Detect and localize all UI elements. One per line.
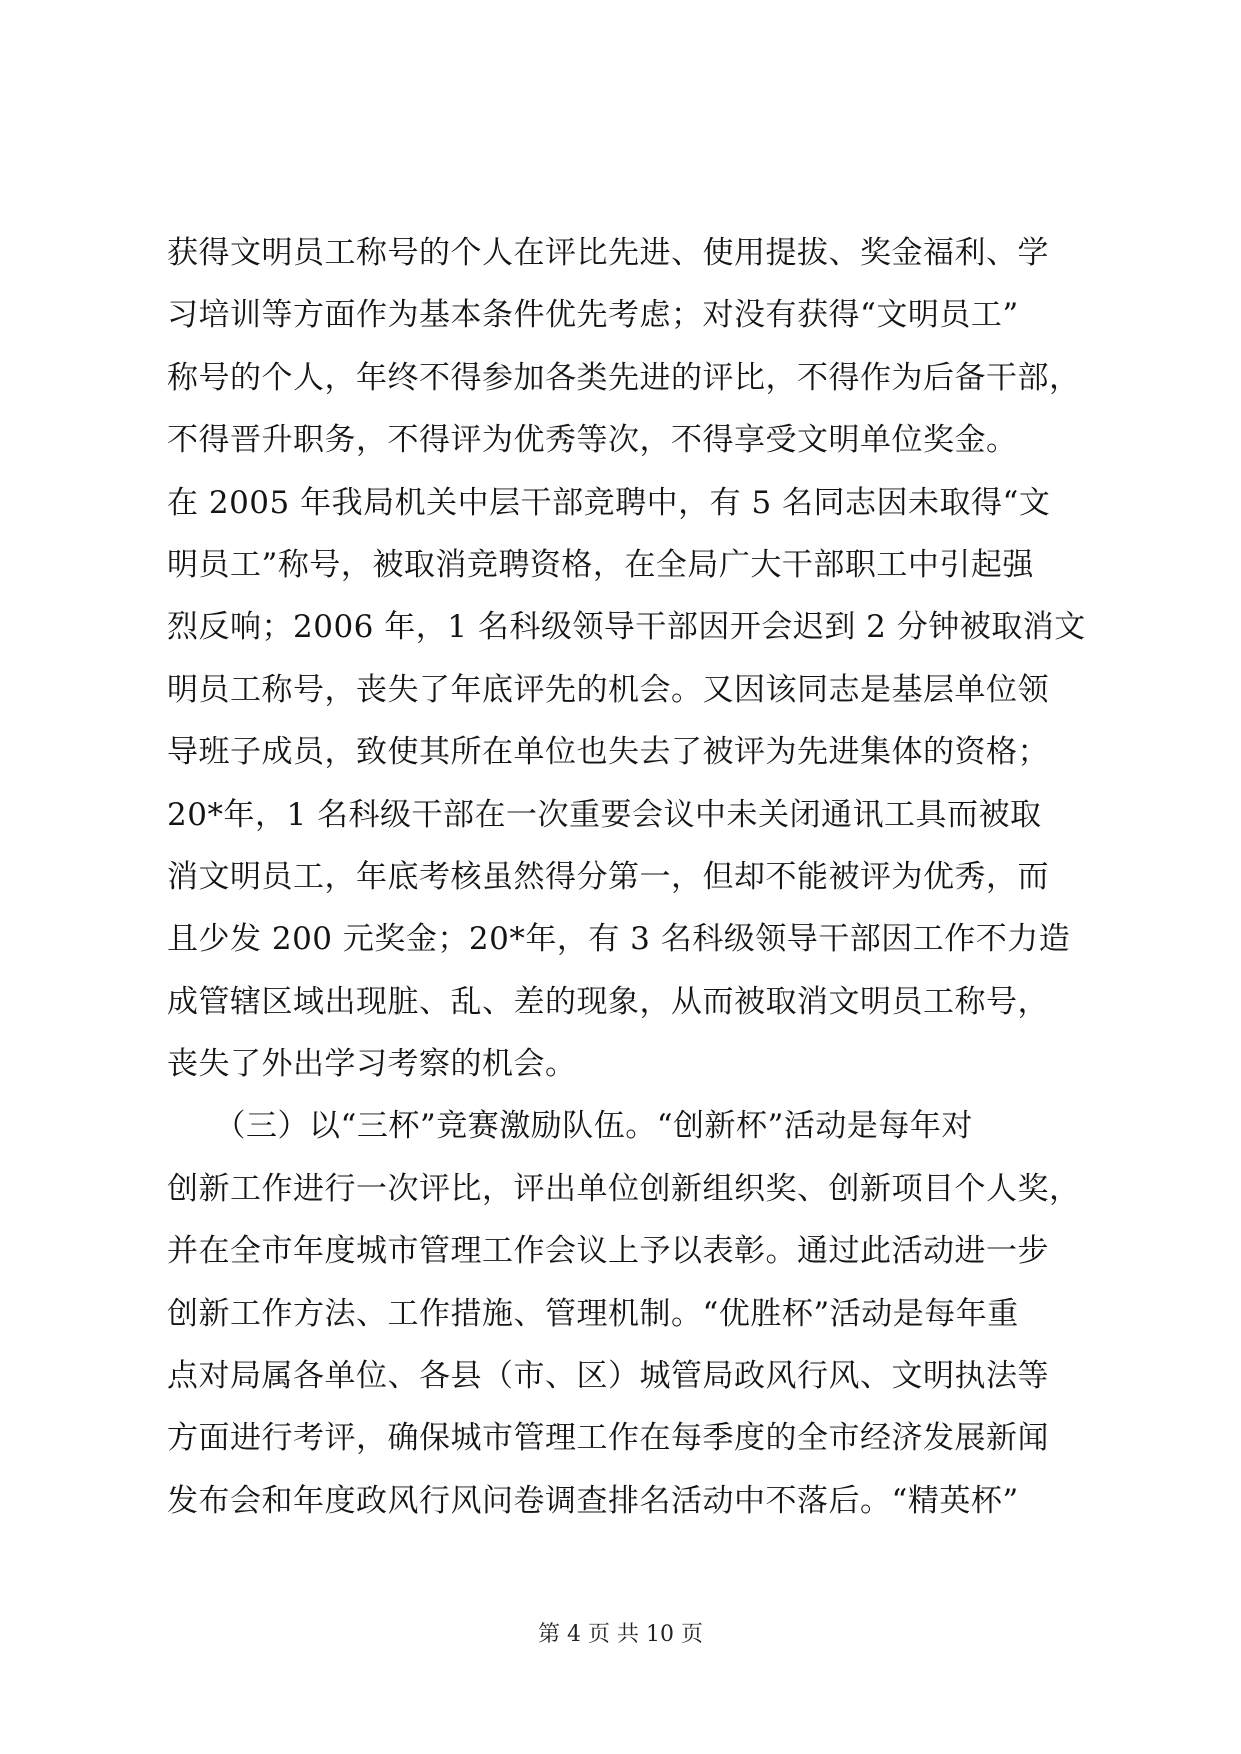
text-line: 不得晋升职务，不得评为优秀等次，不得享受文明单位奖金。 xyxy=(167,422,1018,459)
text-line: 习培训等方面作为基本条件优先考虑；对没有获得“文明员工” xyxy=(167,297,1019,334)
text-line: 明员工”称号，被取消竞聘资格，在全局广大干部职工中引起强 xyxy=(167,546,1034,583)
text-line: 20*年，1 名科级干部在一次重要会议中未关闭通讯工具而被取 xyxy=(167,796,1042,833)
text-line: 称号的个人，年终不得参加各类先进的评比，不得作为后备干部， xyxy=(167,359,1081,396)
text-line: 烈反响；2006 年，1 名科级领导干部因开会迟到 2 分钟被取消文 xyxy=(167,609,1086,646)
text-line: 发布会和年度政风行风问卷调查排名活动中不落后。“精英杯” xyxy=(167,1482,1019,1519)
text-line: 消文明员工，年底考核虽然得分第一，但却不能被评为优秀，而 xyxy=(167,858,1049,895)
text-line: 创新工作进行一次评比，评出单位创新组织奖、创新项目个人奖， xyxy=(167,1170,1081,1207)
text-line: 成管辖区域出现脏、乱、差的现象，从而被取消文明员工称号， xyxy=(167,983,1049,1020)
text-line: 在 2005 年我局机关中层干部竞聘中，有 5 名同志因未取得“文 xyxy=(167,484,1051,521)
text-line: 导班子成员，致使其所在单位也失去了被评为先进集体的资格； xyxy=(167,734,1049,771)
text-line: 方面进行考评，确保城市管理工作在每季度的全市经济发展新闻 xyxy=(167,1420,1049,1457)
body-text xyxy=(167,222,1086,1532)
text-line: 并在全市年度城市管理工作会议上予以表彰。通过此活动进一步 xyxy=(167,1233,1049,1270)
text-line: 点对局属各单位、各县（市、区）城管局政风行风、文明执法等 xyxy=(167,1358,1049,1395)
text-line: （三）以“三杯”竞赛激励队伍。“创新杯”活动是每年对 xyxy=(167,1108,973,1145)
text-line: 创新工作方法、工作措施、管理机制。“优胜杯”活动是每年重 xyxy=(167,1295,1019,1332)
text-line: 丧失了外出学习考察的机会。 xyxy=(167,1046,577,1083)
text-line: 且少发 200 元奖金；20*年，有 3 名科级领导干部因工作不力造 xyxy=(167,921,1071,958)
page-footer: 第 4 页 共 10 页 xyxy=(538,1622,703,1647)
text-line: 明员工称号，丧失了年底评先的机会。又因该同志是基层单位领 xyxy=(167,671,1049,708)
text-line: 获得文明员工称号的个人在评比先进、使用提拔、奖金福利、学 xyxy=(167,235,1049,271)
